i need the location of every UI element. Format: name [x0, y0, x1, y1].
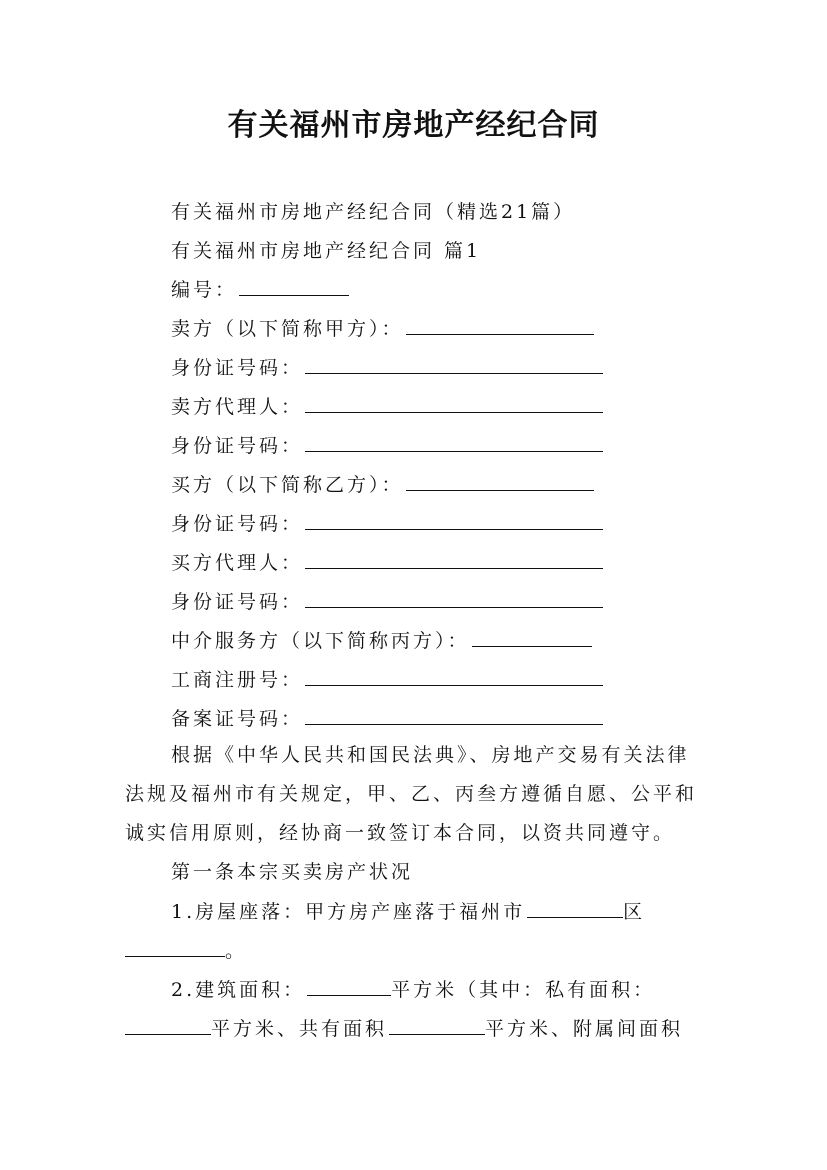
field-seller-agent-id: [171, 433, 603, 459]
blank-line: [406, 316, 594, 335]
document-title: 有关福州市房地产经纪合同: [227, 108, 600, 143]
item-1-line1: [125, 899, 756, 925]
field-contract-number: [171, 277, 349, 303]
intro-paragraph-line2: 法规及福州市有关规定，甲、乙、丙叁方遵循自愿、公平和: [125, 783, 698, 805]
item-1-end: 。: [225, 940, 248, 962]
field-label: 编号：: [171, 279, 238, 301]
blank-line: [125, 938, 225, 957]
intro-paragraph-line3: 诚实信用原则，经协商一致签订本合同，以资共同遵守。: [125, 822, 676, 844]
blank-line: [406, 472, 594, 491]
item-2-prefix: 2.建筑面积：: [171, 979, 306, 1001]
document-subtitle: 有关福州市房地产经纪合同（精选21篇）: [171, 201, 576, 223]
field-buyer-agent: [171, 550, 603, 576]
field-buyer: [171, 472, 594, 498]
field-buyer-id: [171, 511, 603, 537]
field-buyer-agent-id: [171, 589, 603, 615]
blank-line: [305, 589, 603, 608]
item-2-text: 平方米（其中：私有面积：: [391, 979, 656, 1001]
blank-line: [527, 899, 623, 918]
blank-line: [239, 277, 349, 296]
intro-paragraph-line1: 根据《中华人民共和国民法典》、房地产交易有关法律: [171, 744, 690, 766]
item-1-suffix: 区: [623, 901, 646, 923]
blank-line: [307, 977, 391, 996]
blank-line: [305, 394, 603, 413]
blank-line: [389, 1016, 485, 1035]
item-2-line2-b: 平方米、附属间面积: [485, 1018, 684, 1040]
field-seller-agent: [171, 394, 603, 420]
field-label: 身份证号码：: [171, 357, 304, 379]
item-1-line2: [125, 938, 710, 964]
field-label: 备案证号码：: [171, 708, 304, 730]
field-label: 买方（以下简称乙方）：: [171, 474, 404, 496]
item-2-line2: [125, 1016, 710, 1042]
blank-line: [305, 433, 603, 452]
blank-line: [305, 667, 603, 686]
blank-line: [472, 628, 592, 647]
field-seller: [171, 316, 594, 342]
blank-line: [305, 511, 603, 530]
field-label: 卖方代理人：: [171, 396, 304, 418]
field-intermediary: [171, 628, 592, 654]
blank-line: [125, 1016, 211, 1035]
item-2-line2-a: 平方米、共有面积: [211, 1018, 388, 1040]
section-heading: 有关福州市房地产经纪合同 篇1: [171, 240, 482, 262]
field-business-reg: [171, 667, 603, 693]
field-seller-id: [171, 355, 603, 381]
blank-line: [305, 706, 603, 725]
field-label: 卖方（以下简称甲方）：: [171, 318, 404, 340]
item-1-prefix: 1.房屋座落：甲方房产座落于福州市: [171, 901, 526, 923]
field-label: 身份证号码：: [171, 435, 304, 457]
field-filing-number: [171, 706, 603, 732]
field-label: 身份证号码：: [171, 513, 304, 535]
item-2-line1: [125, 977, 756, 1003]
article-1-title: 第一条本宗买卖房产状况: [171, 861, 414, 883]
field-label: 身份证号码：: [171, 591, 304, 613]
field-label: 中介服务方（以下简称丙方）：: [171, 630, 470, 652]
blank-line: [305, 550, 603, 569]
blank-line: [305, 355, 603, 374]
field-label: 买方代理人：: [171, 552, 304, 574]
field-label: 工商注册号：: [171, 669, 304, 691]
